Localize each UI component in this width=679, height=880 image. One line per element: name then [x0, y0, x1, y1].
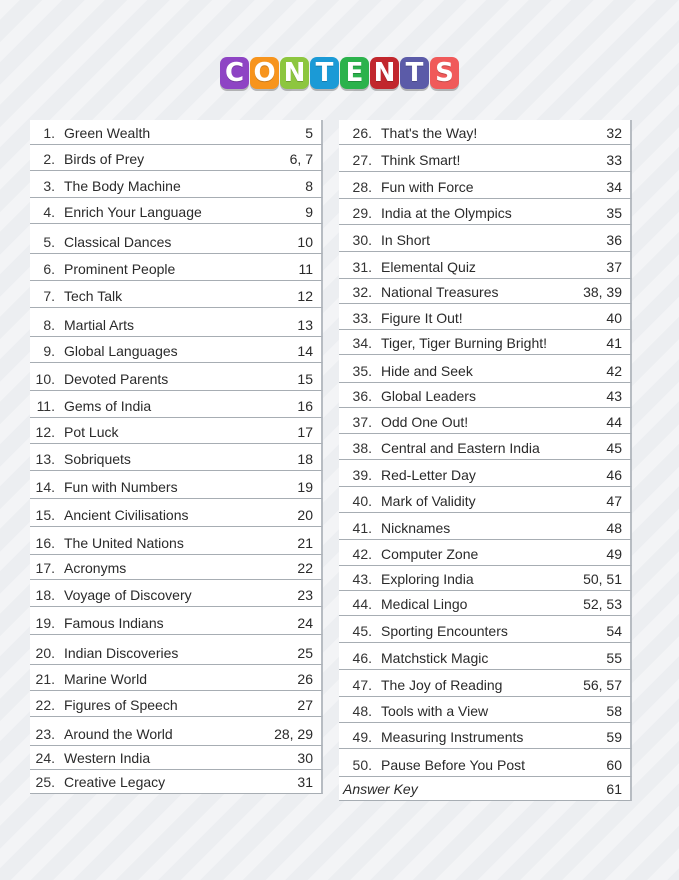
entry-page-number: 42: [606, 363, 622, 379]
entry-number: 3.: [43, 178, 55, 194]
entry-title: Central and Eastern India: [381, 440, 540, 456]
entry-page-number: 8: [305, 178, 313, 194]
entry-title: Martial Arts: [64, 317, 135, 333]
entry-page-number: 41: [606, 335, 622, 351]
entry-title: Prominent People: [64, 261, 176, 277]
entry-number: 7.: [43, 288, 55, 304]
entry-title: Famous Indians: [64, 615, 164, 631]
entry-page-number: 37: [606, 259, 622, 275]
entry-number: 37.: [352, 414, 372, 430]
entry-page-number: 48: [606, 520, 622, 536]
toc-left-column: [30, 120, 323, 794]
entry-number: 25.: [35, 774, 55, 790]
entry-number: 14.: [35, 479, 55, 495]
entry-page-number: 14: [297, 343, 313, 359]
entry-title: Pause Before You Post: [381, 757, 525, 773]
entry-title: Classical Dances: [64, 234, 172, 250]
toc-entry[interactable]: [30, 171, 323, 198]
title-letter-tile: T: [400, 57, 429, 89]
toc-entry[interactable]: [30, 337, 323, 363]
entry-number: 26.: [352, 125, 372, 141]
entry-page-number: 24: [297, 615, 313, 631]
entry-number: 22.: [35, 697, 55, 713]
entry-page-number: 20: [297, 507, 313, 523]
entry-page-number: 46: [606, 467, 622, 483]
entry-page-number: 55: [606, 650, 622, 666]
entry-title: Fun with Numbers: [64, 479, 178, 495]
toc-entry[interactable]: [339, 279, 632, 304]
entry-title: Global Languages: [64, 343, 178, 359]
entry-number: 48.: [352, 703, 372, 719]
entry-number: 46.: [352, 650, 372, 666]
entry-title: Global Leaders: [381, 388, 476, 404]
entry-page-number: 10: [297, 234, 313, 250]
toc-entry[interactable]: [30, 308, 323, 337]
entry-page-number: 15: [297, 371, 313, 387]
title-letter-tile: N: [370, 57, 399, 89]
toc-entry[interactable]: [339, 643, 632, 670]
entry-number: 21.: [35, 671, 55, 687]
entry-number: 33.: [352, 310, 372, 326]
entry-page-number: 9: [305, 204, 313, 220]
entry-page-number: 12: [297, 288, 313, 304]
entry-number: 12.: [35, 424, 55, 440]
entry-title: Pot Luck: [64, 424, 119, 440]
entry-title: Western India: [64, 750, 151, 766]
entry-title: Red-Letter Day: [381, 467, 476, 483]
entry-number: 13.: [35, 451, 55, 467]
toc-entry[interactable]: [30, 770, 323, 794]
entry-title: Enrich Your Language: [64, 204, 202, 220]
entry-number: 34.: [352, 335, 372, 351]
entry-title: Nicknames: [381, 520, 451, 536]
title-letter-tile: N: [280, 57, 309, 89]
answer-key-page-number: 61: [606, 781, 622, 797]
entry-number: 43.: [352, 571, 372, 587]
entry-page-number: 17: [297, 424, 313, 440]
toc-entry[interactable]: [30, 145, 323, 171]
entry-page-number: 30: [297, 750, 313, 766]
toc-entry[interactable]: [30, 363, 323, 391]
entry-number: 1.: [43, 125, 55, 141]
entry-page-number: 13: [297, 317, 313, 333]
entry-number: 19.: [35, 615, 55, 631]
entry-number: 40.: [352, 493, 372, 509]
entry-page-number: 26: [297, 671, 313, 687]
toc-entry[interactable]: [30, 691, 323, 717]
toc-entry[interactable]: [339, 172, 632, 199]
toc-entry[interactable]: [339, 383, 632, 408]
toc-entry[interactable]: [30, 717, 323, 746]
entry-title: The United Nations: [64, 535, 184, 551]
entry-page-number: 49: [606, 546, 622, 562]
entry-page-number: 59: [606, 729, 622, 745]
entry-page-number: 5: [305, 125, 313, 141]
entry-page-number: 11: [298, 261, 313, 277]
toc-entry[interactable]: [30, 198, 323, 224]
toc-entry[interactable]: [30, 665, 323, 691]
entry-title: Computer Zone: [381, 546, 479, 562]
entry-title: Measuring Instruments: [381, 729, 524, 745]
title-letter-tile: T: [310, 57, 339, 89]
toc-entry[interactable]: [339, 591, 632, 616]
entry-title: Elemental Quiz: [381, 259, 476, 275]
toc-entry[interactable]: [30, 607, 323, 635]
toc-entry[interactable]: [339, 749, 632, 777]
toc-entry[interactable]: [30, 224, 323, 254]
toc-entry[interactable]: [30, 254, 323, 281]
entry-page-number: 54: [606, 623, 622, 639]
entry-number: 24.: [35, 750, 55, 766]
toc-entry[interactable]: [30, 444, 323, 471]
toc-entry[interactable]: [339, 225, 632, 252]
entry-title: Voyage of Discovery: [64, 587, 192, 603]
contents-title: [0, 57, 679, 89]
entry-title: Odd One Out!: [381, 414, 469, 430]
entry-page-number: 56, 57: [583, 677, 622, 693]
entry-title: Matchstick Magic: [381, 650, 489, 666]
entry-page-number: 45: [606, 440, 622, 456]
entry-title: Devoted Parents: [64, 371, 169, 387]
entry-title: Ancient Civilisations: [64, 507, 189, 523]
entry-page-number: 38, 39: [583, 284, 622, 300]
entry-page-number: 34: [606, 179, 622, 195]
entry-title: Around the World: [64, 726, 173, 742]
entry-page-number: 47: [606, 493, 622, 509]
toc-entry[interactable]: [339, 460, 632, 487]
entry-page-number: 27: [297, 697, 313, 713]
entry-title: Medical Lingo: [381, 596, 468, 612]
entry-title: Tools with a View: [381, 703, 489, 719]
entry-number: 35.: [352, 363, 372, 379]
entry-page-number: 52, 53: [583, 596, 622, 612]
entry-number: 36.: [352, 388, 372, 404]
entry-title: Sporting Encounters: [381, 623, 508, 639]
entry-number: 45.: [352, 623, 372, 639]
entry-number: 23.: [35, 726, 55, 742]
toc-entry[interactable]: [339, 145, 632, 172]
entry-number: 44.: [352, 596, 372, 612]
entry-title: Marine World: [64, 671, 147, 687]
entry-number: 29.: [352, 205, 372, 221]
entry-title: Hide and Seek: [381, 363, 473, 379]
entry-number: 11.: [36, 398, 55, 414]
entry-number: 5.: [43, 234, 55, 250]
entry-title: India at the Olympics: [381, 205, 512, 221]
entry-number: 31.: [352, 259, 372, 275]
entry-title: Green Wealth: [64, 125, 151, 141]
entry-page-number: 60: [606, 757, 622, 773]
entry-title: That's the Way!: [381, 125, 478, 141]
toc-entry[interactable]: [339, 566, 632, 591]
toc-entry[interactable]: [339, 616, 632, 643]
entry-number: 6.: [43, 261, 55, 277]
entry-number: 8.: [43, 317, 55, 333]
entry-page-number: 6, 7: [289, 151, 313, 167]
entry-number: 50.: [352, 757, 372, 773]
entry-page-number: 23: [297, 587, 313, 603]
entry-title: Creative Legacy: [64, 774, 166, 790]
toc-entry[interactable]: [30, 499, 323, 527]
entry-title: Figures of Speech: [64, 697, 178, 713]
entry-title: Figure It Out!: [381, 310, 463, 326]
toc-entry[interactable]: [339, 670, 632, 697]
toc-entry[interactable]: [339, 513, 632, 540]
entry-page-number: 40: [606, 310, 622, 326]
entry-title: Sobriquets: [64, 451, 131, 467]
toc-entry[interactable]: [339, 723, 632, 749]
entry-title: Tiger, Tiger Burning Bright!: [381, 335, 548, 351]
toc-entry[interactable]: [30, 555, 323, 580]
entry-title: Tech Talk: [64, 288, 123, 304]
toc-entry[interactable]: [339, 487, 632, 513]
entry-number: 32.: [352, 284, 372, 300]
entry-page-number: 19: [297, 479, 313, 495]
entry-number: 16.: [35, 535, 55, 551]
entry-number: 41.: [352, 520, 372, 536]
entry-number: 42.: [352, 546, 372, 562]
entry-page-number: 31: [297, 774, 313, 790]
toc-entry[interactable]: [339, 330, 632, 355]
toc-entry[interactable]: [339, 304, 632, 330]
toc-entry[interactable]: [339, 355, 632, 383]
toc-entry[interactable]: [339, 540, 632, 566]
entry-title: In Short: [381, 232, 431, 248]
title-letter-tile: E: [340, 57, 369, 89]
toc-entry[interactable]: [30, 527, 323, 555]
entry-number: 9.: [43, 343, 55, 359]
toc-entry[interactable]: [30, 418, 323, 444]
entry-number: 17.: [35, 560, 55, 576]
entry-page-number: 18: [297, 451, 313, 467]
entry-number: 15.: [35, 507, 55, 523]
title-letter-tile: C: [220, 57, 249, 89]
entry-page-number: 35: [606, 205, 622, 221]
entry-page-number: 33: [606, 152, 622, 168]
entry-number: 27.: [352, 152, 372, 168]
entry-number: 47.: [352, 677, 372, 693]
entry-page-number: 36: [606, 232, 622, 248]
entry-page-number: 32: [606, 125, 622, 141]
entry-page-number: 21: [297, 535, 313, 551]
entry-number: 38.: [352, 440, 372, 456]
title-letter-tile: O: [250, 57, 279, 89]
toc-entry[interactable]: [339, 120, 632, 145]
toc-entry[interactable]: [30, 391, 323, 418]
entry-number: 4.: [43, 204, 55, 220]
entry-number: 30.: [352, 232, 372, 248]
entry-page-number: 44: [606, 414, 622, 430]
toc-entry[interactable]: [339, 408, 632, 434]
entry-title: Indian Discoveries: [64, 645, 179, 661]
toc-entry[interactable]: [30, 281, 323, 308]
entry-page-number: 28, 29: [274, 726, 313, 742]
toc-entry[interactable]: [30, 120, 323, 145]
entry-title: Birds of Prey: [64, 151, 145, 167]
entry-number: 28.: [352, 179, 372, 195]
entry-number: 49.: [352, 729, 372, 745]
entry-title: Mark of Validity: [381, 493, 476, 509]
entry-title: Gems of India: [64, 398, 152, 414]
toc-entry[interactable]: [30, 635, 323, 665]
entry-page-number: 43: [606, 388, 622, 404]
entry-title: Acronyms: [64, 560, 127, 576]
entry-title: Fun with Force: [381, 179, 474, 195]
title-letter-tile: S: [430, 57, 459, 89]
answer-key-label: Answer Key: [343, 781, 418, 797]
toc-entry[interactable]: [339, 199, 632, 225]
entry-number: 18.: [35, 587, 55, 603]
entry-page-number: 50, 51: [583, 571, 622, 587]
entry-title: National Treasures: [381, 284, 499, 300]
toc-right-column: [339, 120, 632, 801]
toc-entry[interactable]: [30, 471, 323, 499]
toc-entry[interactable]: [339, 434, 632, 460]
entry-number: 20.: [35, 645, 55, 661]
entry-number: 2.: [43, 151, 55, 167]
toc-entry[interactable]: [30, 580, 323, 607]
entry-page-number: 25: [297, 645, 313, 661]
entry-title: The Joy of Reading: [381, 677, 503, 693]
entry-number: 39.: [352, 467, 372, 483]
toc-entry[interactable]: [30, 746, 323, 770]
toc-entry[interactable]: [339, 252, 632, 279]
entry-page-number: 58: [606, 703, 622, 719]
entry-number: 10.: [35, 371, 55, 387]
entry-page-number: 22: [297, 560, 313, 576]
entry-title: Think Smart!: [381, 152, 461, 168]
entry-title: Exploring India: [381, 571, 474, 587]
entry-title: The Body Machine: [64, 178, 181, 194]
answer-key-entry[interactable]: [339, 777, 632, 801]
toc-entry[interactable]: [339, 697, 632, 723]
entry-page-number: 16: [297, 398, 313, 414]
